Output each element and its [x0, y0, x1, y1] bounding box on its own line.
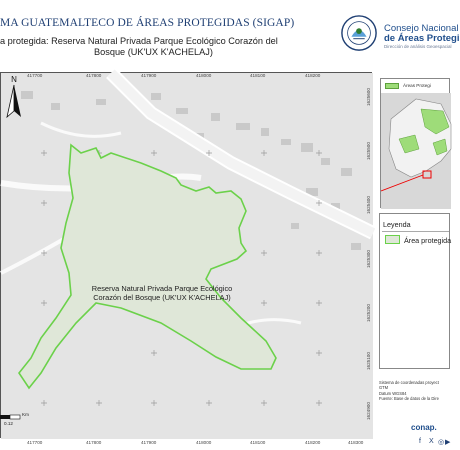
- brand-text: [384, 24, 460, 50]
- footer-url[interactable]: conap.: [411, 423, 437, 432]
- x-tick-top-6: 418200: [305, 73, 321, 78]
- inset-legend-label: Áreas Protegi: [403, 83, 431, 88]
- y-tick-4: 1625300: [366, 250, 371, 268]
- svg-text:N: N: [11, 75, 17, 84]
- page-subtitle: [0, 36, 300, 58]
- main-map[interactable]: [0, 72, 372, 438]
- header: [0, 0, 460, 66]
- x-tick-bottom-6: 418200: [305, 440, 321, 445]
- x-tick-top-5: 418100: [250, 73, 266, 78]
- legend-title: Leyenda: [383, 220, 411, 229]
- inset-map[interactable]: [380, 78, 450, 208]
- legend-panel: [379, 213, 450, 369]
- scale-value: 0.12: [4, 421, 13, 426]
- y-tick-3: 1625400: [366, 196, 371, 214]
- x-tick-top-4: 418000: [196, 73, 212, 78]
- info-line-2: GTM: [379, 385, 389, 391]
- x-tick-top-1: 417700: [27, 73, 43, 78]
- brand-line-2: de Áreas Protegi: [384, 33, 460, 44]
- y-tick-5: 1625200: [366, 304, 371, 322]
- x-tick-bottom-5: 418100: [250, 440, 266, 445]
- y-tick-6: 1625100: [366, 352, 371, 370]
- protected-area-label: Reserva Natural Privada Parque Ecológico Corazón del Bosque (UK'UX K'ACHELAJ): [91, 284, 233, 302]
- legend-swatch: [385, 235, 400, 244]
- x-tick-bottom-1: 417700: [27, 440, 43, 445]
- scale-unit: Km: [22, 412, 29, 417]
- footer: [379, 418, 450, 450]
- x-tick-bottom-2: 417800: [86, 440, 102, 445]
- x-tick-bottom-4: 418000: [196, 440, 212, 445]
- map-canvas[interactable]: [1, 73, 373, 439]
- y-tick-7: 1624900: [366, 402, 371, 420]
- legend-item-label: Área protegida: [404, 236, 452, 245]
- info-line-1: Sistema de coordenadas proyect: [379, 380, 439, 385]
- guatemala-seal-icon: [340, 14, 378, 52]
- y-tick-2: 1625500: [366, 142, 371, 160]
- x-tick-bottom-7: 418300: [348, 440, 364, 445]
- x-tick-top-3: 417900: [141, 73, 157, 78]
- instagram-icon[interactable]: ◎: [438, 439, 445, 446]
- inset-map-canvas: [381, 79, 451, 209]
- map-info: [379, 380, 450, 408]
- info-line-4: Fuente: Base de datos de la Dire: [379, 395, 439, 401]
- facebook-icon[interactable]: f: [419, 438, 421, 445]
- brand-line-1: Consejo Nacional: [384, 23, 459, 34]
- x-tick-bottom-3: 417900: [141, 440, 157, 445]
- subtitle-line-2: Bosque (UK'UX K'ACHELAJ): [94, 47, 213, 57]
- x-tick-top-2: 417800: [86, 73, 102, 78]
- subtitle-line-1: a protegida: Reserva Natural Privada Parque Ecológico Corazón del: [0, 36, 278, 46]
- youtube-icon[interactable]: ▶: [445, 439, 451, 446]
- north-arrow-icon: [1, 73, 27, 121]
- page-title: MA GUATEMALTECO DE ÁREAS PROTEGIDAS (SIGAP): [0, 17, 295, 29]
- x-icon[interactable]: X: [429, 438, 434, 445]
- info-line-3: Datum WGS84: [379, 390, 407, 396]
- legend-divider: [382, 231, 449, 232]
- y-tick-1: 1625600: [366, 88, 371, 106]
- brand-tagline: Dirección de análisis Geoespacial: [384, 44, 452, 49]
